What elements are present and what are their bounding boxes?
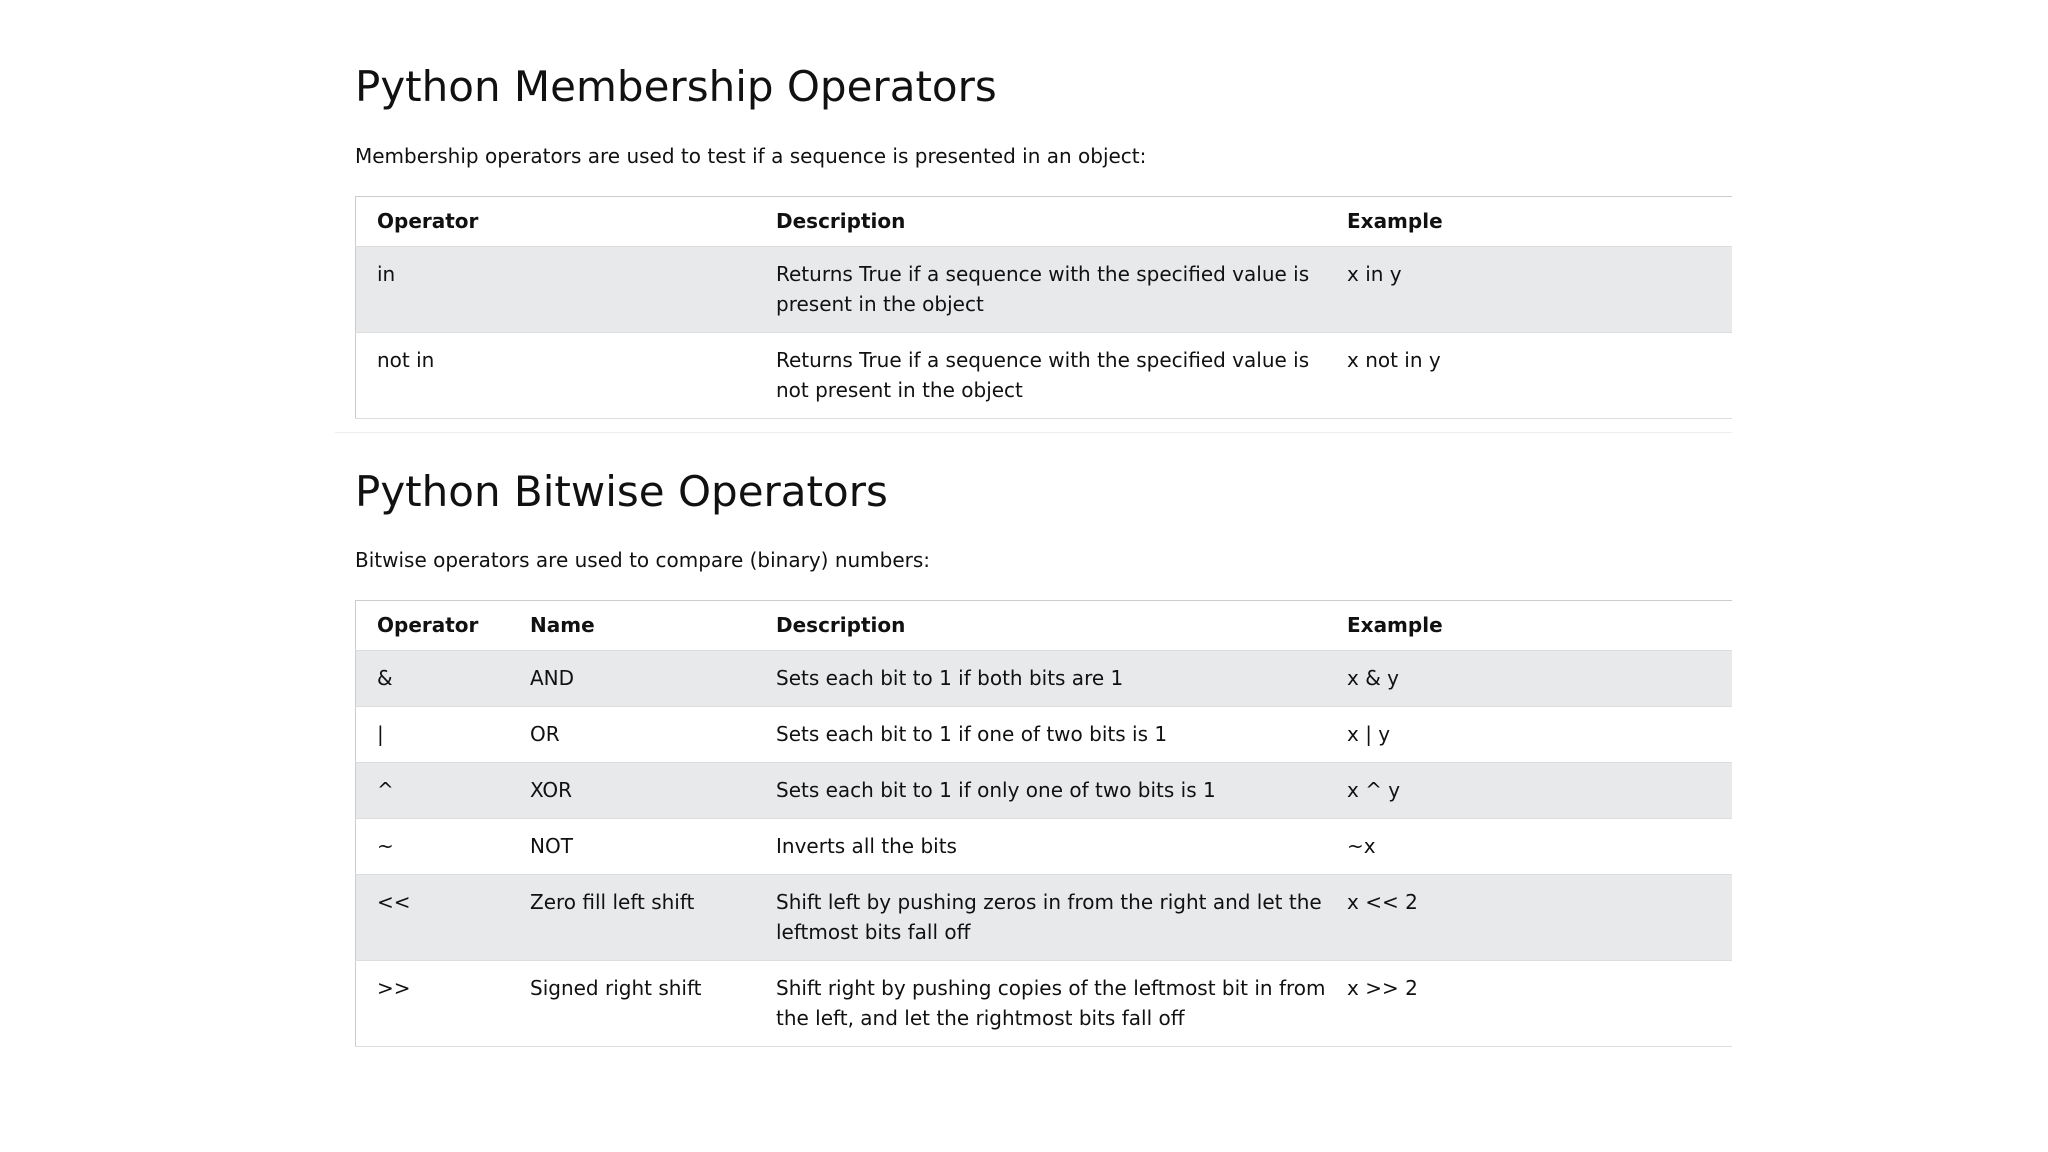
bitwise-table [355, 600, 1732, 1047]
cell-operator: not in [356, 333, 756, 419]
cell-description: Sets each bit to 1 if only one of two bits is 1 [755, 763, 1326, 819]
cell-example: x << 2 [1326, 875, 1732, 961]
cell-operator: & [356, 651, 510, 707]
cell-example: x ^ y [1326, 763, 1732, 819]
cell-operator: ~ [356, 819, 510, 875]
cell-example: x | y [1326, 707, 1732, 763]
header-operator: Operator [356, 197, 756, 247]
section-divider [335, 432, 1732, 433]
table-row [356, 707, 1733, 763]
table-row [356, 763, 1733, 819]
cell-description: Returns True if a sequence with the specified value is not present in the object [755, 333, 1326, 419]
cell-example: x not in y [1326, 333, 1732, 419]
table-row [356, 875, 1733, 961]
table-row [356, 333, 1733, 419]
cell-name: XOR [509, 763, 755, 819]
cell-description: Shift left by pushing zeros in from the right and let the leftmost bits fall off [755, 875, 1326, 961]
cell-description: Inverts all the bits [755, 819, 1326, 875]
cell-example: x & y [1326, 651, 1732, 707]
table-row [356, 961, 1733, 1047]
bitwise-intro: Bitwise operators are used to compare (binary) numbers: [355, 548, 931, 572]
membership-heading: Python Membership Operators [355, 62, 997, 111]
table-header-row [356, 197, 1733, 247]
membership-table [355, 196, 1732, 419]
cell-operator: << [356, 875, 510, 961]
table-row [356, 247, 1733, 333]
table-row [356, 651, 1733, 707]
cell-description: Sets each bit to 1 if both bits are 1 [755, 651, 1326, 707]
cell-operator: in [356, 247, 756, 333]
cell-example: x in y [1326, 247, 1732, 333]
cell-description: Returns True if a sequence with the specified value is present in the object [755, 247, 1326, 333]
header-name: Name [509, 601, 755, 651]
cell-operator: ^ [356, 763, 510, 819]
cell-description: Sets each bit to 1 if one of two bits is 1 [755, 707, 1326, 763]
cell-name: Signed right shift [509, 961, 755, 1047]
cell-description: Shift right by pushing copies of the leftmost bit in from the left, and let the rightmost bits fall off [755, 961, 1326, 1047]
header-example: Example [1326, 601, 1732, 651]
cell-name: AND [509, 651, 755, 707]
cell-operator: | [356, 707, 510, 763]
bitwise-heading: Python Bitwise Operators [355, 467, 888, 516]
cell-name: OR [509, 707, 755, 763]
membership-intro: Membership operators are used to test if a sequence is presented in an object: [355, 144, 1147, 168]
header-operator: Operator [356, 601, 510, 651]
cell-name: NOT [509, 819, 755, 875]
cell-example: ~x [1326, 819, 1732, 875]
header-example: Example [1326, 197, 1732, 247]
header-description: Description [755, 601, 1326, 651]
header-description: Description [755, 197, 1326, 247]
cell-operator: >> [356, 961, 510, 1047]
table-row [356, 819, 1733, 875]
cell-name: Zero fill left shift [509, 875, 755, 961]
cell-example: x >> 2 [1326, 961, 1732, 1047]
table-header-row [356, 601, 1733, 651]
